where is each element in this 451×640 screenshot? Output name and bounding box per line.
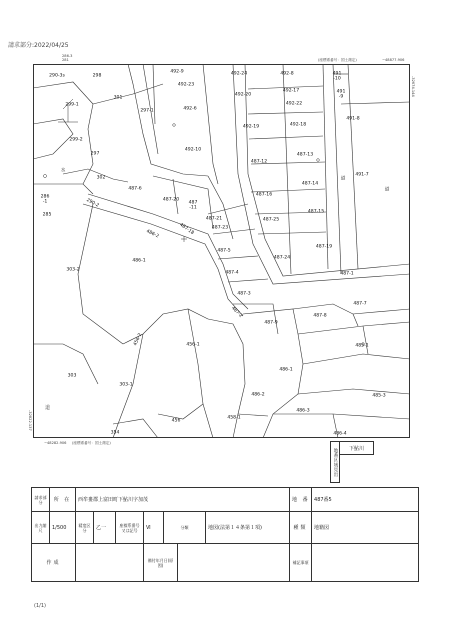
parcel-label: 458-1 [227, 415, 241, 421]
coord-top-left: 286-3 281 [62, 54, 73, 62]
remarks-value [312, 544, 419, 582]
parcel-label: 354 [110, 430, 120, 436]
parcel-label: 486-2 [251, 392, 265, 398]
lot-value: 487番5 [312, 488, 419, 512]
parcel-label: 492-8 [280, 71, 294, 77]
parcel-label: 487-6 [128, 186, 142, 192]
accuracy-label: 精度区分 [76, 512, 94, 544]
parcel-label: 491-8 [346, 116, 360, 122]
parcel-label: 285 [42, 212, 52, 218]
parcel-label: 290-2 [85, 197, 100, 209]
parcel-label: 486-4 [333, 431, 347, 437]
parcel-label: 486-1 [279, 367, 293, 373]
parcel-label: 303-2 [66, 267, 80, 273]
parcel-label: 487-13 [296, 152, 314, 158]
creator-value [76, 544, 144, 582]
parcel-label: 492-17 [282, 88, 300, 94]
parcel-label: 487-7 [353, 301, 367, 307]
parcel-label: 303-1 [119, 382, 133, 388]
parcel-label: 487-14 [301, 181, 319, 187]
parcel-label: 297-1 [140, 108, 154, 114]
scale-label: 出力縮尺 [32, 512, 50, 544]
parcel-label: 456-1 [186, 342, 200, 348]
parcel-label: 492-18 [289, 122, 307, 128]
installation-date-label: 備付年月日(原図) [144, 544, 178, 582]
lot-label: 地 番 [290, 488, 312, 512]
left-road-mark: 道 [45, 405, 51, 411]
coord-system-label: 座標系番号又は記号 [116, 512, 144, 544]
parcel-label: 487-15 [307, 209, 325, 215]
parcel-label: 485-3 [372, 393, 386, 399]
parcel-label: 456 [171, 418, 181, 424]
parcel-label: 487 -11 [188, 200, 198, 210]
parcel-label: 487-5 [217, 248, 231, 254]
coord-bottom-left-note: (座標系番号：国土測定) [72, 441, 111, 445]
record-form [31, 487, 419, 582]
parcel-label: 491 -9 [336, 89, 346, 99]
parcel-label: 487-1 [340, 271, 354, 277]
parcel-label: 487-23 [211, 225, 229, 231]
coord-right-vertical: -32674.144 [411, 76, 415, 97]
parcel-label: 492-24 [230, 71, 248, 77]
type-value: 地籍図 [312, 512, 419, 544]
class-label: 分類 [164, 512, 206, 544]
parcel-label: 487-12 [250, 159, 268, 165]
parcel-label: 486-1 [132, 258, 146, 264]
coord-top-right-note: (座標系番号：国土測定) [318, 58, 357, 62]
parcel-label: 492-10 [184, 147, 202, 153]
parcel-label: 290-3s [49, 73, 65, 79]
parcel-label: 297 [90, 151, 100, 157]
parcel-label: 487-4 [225, 270, 239, 276]
request-label: 請求部分 [32, 488, 50, 512]
scale-value: 1/500 [50, 512, 76, 544]
coord-top-right-value: −48877.906 [382, 58, 405, 62]
issue-date: 請求部分:2022/04/25 [8, 42, 69, 49]
parcel-label: 487-2 [230, 305, 244, 319]
installation-date-value [178, 544, 290, 582]
parcel-label: 487-3 [237, 291, 251, 297]
parcel-label: 299-1 [65, 102, 79, 108]
coord-system-value: Ⅵ [144, 512, 164, 544]
parcel-label: 298 [92, 73, 102, 79]
parcel-label: 302 [96, 175, 106, 181]
creator-label: 作成 [32, 544, 76, 582]
area-place-name: 下鮎川 [340, 441, 374, 455]
area-heading-label: 地番区域見出 [330, 441, 340, 483]
parcel-label: 492-23 [177, 82, 195, 88]
accuracy-value: 乙一 [94, 512, 116, 544]
parcel-label: 491 -10 [332, 71, 342, 81]
parcel-label: 487-20 [162, 197, 180, 203]
parcel-label: 301 [113, 95, 123, 101]
page-number: (1/1) [34, 603, 46, 609]
class-value: 地図(法第１４条第１項) [206, 512, 290, 544]
parcel-label: 487-9 [264, 320, 278, 326]
parcel-label: 485-1 [355, 343, 369, 349]
road-mark: 道 [340, 176, 346, 182]
location-value: 西牟婁郡上富田町下鮎川字加茂 [76, 488, 290, 512]
type-label: 種類 [290, 512, 312, 544]
parcel-label: 487-21 [205, 216, 223, 222]
parcel-label: 487-18 [178, 222, 195, 237]
parcel-label: 487-16 [255, 192, 273, 198]
parcel-label: 303 [67, 373, 77, 379]
location-label: 所 在 [50, 488, 76, 512]
parcel-label: 487-24 [273, 255, 291, 261]
parcel-label: 487-25 [262, 217, 280, 223]
parcel-label: 492-20 [234, 92, 252, 98]
parcel-label: 492-22 [285, 101, 303, 107]
remarks-label: 補記事項 [290, 544, 312, 582]
coord-left-vertical: -32822.137 [28, 410, 32, 431]
parcel-label: 491-7 [355, 172, 369, 178]
parcel-label: 286 -1 [40, 194, 50, 204]
parcel-label: 492-6 [183, 106, 197, 112]
parcel-label: 486-3 [296, 408, 310, 414]
parcel-label: 487-8 [313, 313, 327, 319]
parcel-label: 487-19 [315, 244, 333, 250]
parcel-label: 486-2 [145, 229, 160, 240]
parcel-label: 456-2 [133, 332, 144, 347]
parcel-label: 492-9 [170, 69, 184, 75]
road-mark: 道 [384, 187, 390, 193]
coord-bottom-left-value: −48282.906 [44, 441, 67, 445]
parcel-label: 水 [60, 168, 66, 174]
parcel-label: 492-19 [242, 124, 260, 130]
parcel-label: 299-2 [69, 137, 83, 143]
